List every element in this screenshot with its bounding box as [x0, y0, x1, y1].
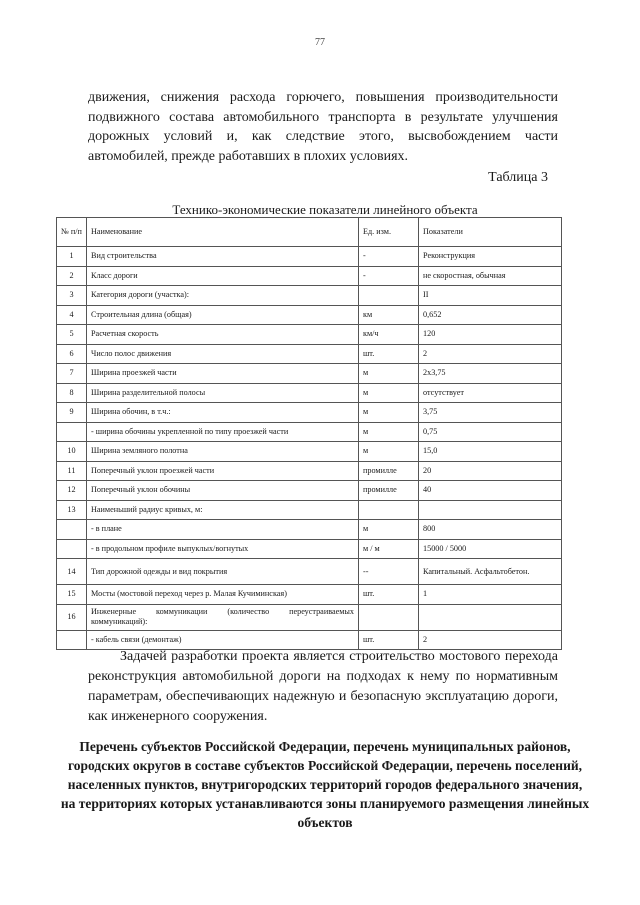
- cell-name: Ширина обочин, в т.ч.:: [87, 403, 359, 423]
- cell-name: Ширина разделительной полосы: [87, 383, 359, 403]
- cell-num: 6: [57, 344, 87, 364]
- cell-num: [57, 422, 87, 442]
- table-row: [57, 266, 562, 286]
- cell-num: 3: [57, 286, 87, 306]
- table-row: [57, 500, 562, 520]
- cell-name: Вид строительства: [87, 247, 359, 267]
- cell-value: 15,0: [419, 442, 562, 462]
- table-header-row: [57, 218, 562, 247]
- cell-name: - кабель связи (демонтаж): [87, 630, 359, 650]
- cell-name: Категория дороги (участка):: [87, 286, 359, 306]
- table-row: [57, 481, 562, 501]
- table-row: [57, 325, 562, 345]
- table-row: [57, 559, 562, 585]
- cell-unit: промилле: [359, 481, 419, 501]
- cell-num: 13: [57, 500, 87, 520]
- table-label: Таблица 3: [488, 170, 548, 185]
- cell-name: Тип дорожной одежды и вид покрытия: [87, 559, 359, 585]
- cell-value: 2: [419, 630, 562, 650]
- cell-name: Ширина проезжей части: [87, 364, 359, 384]
- cell-name: Мосты (мостовой переход через р. Малая Кучиминская): [87, 585, 359, 605]
- page-number: 77: [315, 37, 325, 48]
- cell-value: Капитальный. Асфальтобетон.: [419, 559, 562, 585]
- cell-value: 1: [419, 585, 562, 605]
- cell-name: Число полос движения: [87, 344, 359, 364]
- header-unit: Ед. изм.: [359, 218, 419, 247]
- cell-value: [419, 604, 562, 630]
- cell-value: 20: [419, 461, 562, 481]
- cell-unit: м / м: [359, 539, 419, 559]
- cell-num: 10: [57, 442, 87, 462]
- cell-name: - в плане: [87, 520, 359, 540]
- cell-value: 120: [419, 325, 562, 345]
- table-row: [57, 344, 562, 364]
- table-row: [57, 604, 562, 630]
- cell-name: Поперечный уклон обочины: [87, 481, 359, 501]
- cell-unit: км/ч: [359, 325, 419, 345]
- cell-name: Поперечный уклон проезжей части: [87, 461, 359, 481]
- cell-num: 8: [57, 383, 87, 403]
- cell-num: 2: [57, 266, 87, 286]
- table-row: [57, 286, 562, 306]
- cell-unit: м: [359, 364, 419, 384]
- cell-unit: -: [359, 266, 419, 286]
- table-row: [57, 364, 562, 384]
- table-row: [57, 305, 562, 325]
- indicators-table: [56, 217, 562, 650]
- cell-value: Реконструкция: [419, 247, 562, 267]
- cell-num: [57, 539, 87, 559]
- cell-name: Строительная длина (общая): [87, 305, 359, 325]
- cell-num: 1: [57, 247, 87, 267]
- cell-num: 12: [57, 481, 87, 501]
- intro-paragraph: движения, снижения расхода горючего, повышения производительности подвижного состава автомобильного транспорта в результате улучшения дорожных условий и, как следствие этого, высвобождением части автомобилей, прежде работавших в плохих условиях.: [88, 90, 558, 164]
- table-row: [57, 403, 562, 423]
- cell-unit: [359, 604, 419, 630]
- cell-value: не скоростная, обычная: [419, 266, 562, 286]
- cell-value: 40: [419, 481, 562, 501]
- cell-unit: шт.: [359, 344, 419, 364]
- table-row: [57, 520, 562, 540]
- table-row: [57, 461, 562, 481]
- cell-unit: промилле: [359, 461, 419, 481]
- cell-value: 0,652: [419, 305, 562, 325]
- cell-unit: м: [359, 442, 419, 462]
- table-row: [57, 442, 562, 462]
- section-heading: Перечень субъектов Российской Федерации, перечень муниципальных районов, городских округов в составе субъектов Российской Федерации, перечень поселений, населенных пунктов, внутригородских территорий городов федерального значения, на территориях которых устанавливаются зоны планируемого размещения линейных объектов: [60, 739, 590, 830]
- table-row: [57, 247, 562, 267]
- cell-num: 4: [57, 305, 87, 325]
- cell-unit: м: [359, 403, 419, 423]
- table-title: Технико-экономические показатели линейного объекта: [172, 202, 478, 217]
- cell-value: 0,75: [419, 422, 562, 442]
- cell-value: 2х3,75: [419, 364, 562, 384]
- cell-value: 2: [419, 344, 562, 364]
- task-paragraph: Задачей разработки проекта является строительство мостового перехода реконструкция автомобильной дороги на подходах к нему по нормативным параметрам, обеспечивающих надежную и безопасную эксплуатацию дороги, как инженерного сооружения.: [88, 649, 558, 724]
- cell-unit: шт.: [359, 630, 419, 650]
- cell-name: Инженерные коммуникации (количество переустраиваемых коммуникаций):: [87, 604, 359, 630]
- cell-unit: м: [359, 383, 419, 403]
- cell-value: 15000 / 5000: [419, 539, 562, 559]
- cell-unit: -: [359, 247, 419, 267]
- cell-value: отсутствует: [419, 383, 562, 403]
- cell-unit: [359, 286, 419, 306]
- table-row: [57, 585, 562, 605]
- table-row: [57, 383, 562, 403]
- header-name: Наименование: [87, 218, 359, 247]
- table-row: [57, 422, 562, 442]
- cell-value: II: [419, 286, 562, 306]
- cell-value: 3,75: [419, 403, 562, 423]
- cell-num: 16: [57, 604, 87, 630]
- cell-num: 7: [57, 364, 87, 384]
- cell-name: - в продольном профиле выпуклых/вогнутых: [87, 539, 359, 559]
- cell-num: 15: [57, 585, 87, 605]
- cell-num: 14: [57, 559, 87, 585]
- cell-name: Наименьший радиус кривых, м:: [87, 500, 359, 520]
- header-value: Показатели: [419, 218, 562, 247]
- cell-name: - ширина обочины укрепленной по типу проезжей части: [87, 422, 359, 442]
- table-row: [57, 539, 562, 559]
- cell-value: [419, 500, 562, 520]
- cell-name: Ширина земляного полотна: [87, 442, 359, 462]
- cell-unit: --: [359, 559, 419, 585]
- cell-name: Класс дороги: [87, 266, 359, 286]
- cell-unit: м: [359, 422, 419, 442]
- cell-value: 800: [419, 520, 562, 540]
- cell-num: [57, 630, 87, 650]
- cell-num: 5: [57, 325, 87, 345]
- cell-unit: км: [359, 305, 419, 325]
- cell-num: 9: [57, 403, 87, 423]
- cell-num: [57, 520, 87, 540]
- cell-num: 11: [57, 461, 87, 481]
- cell-name: Расчетная скорость: [87, 325, 359, 345]
- cell-unit: шт.: [359, 585, 419, 605]
- cell-unit: м: [359, 520, 419, 540]
- header-num: № п/п: [57, 218, 87, 247]
- cell-unit: [359, 500, 419, 520]
